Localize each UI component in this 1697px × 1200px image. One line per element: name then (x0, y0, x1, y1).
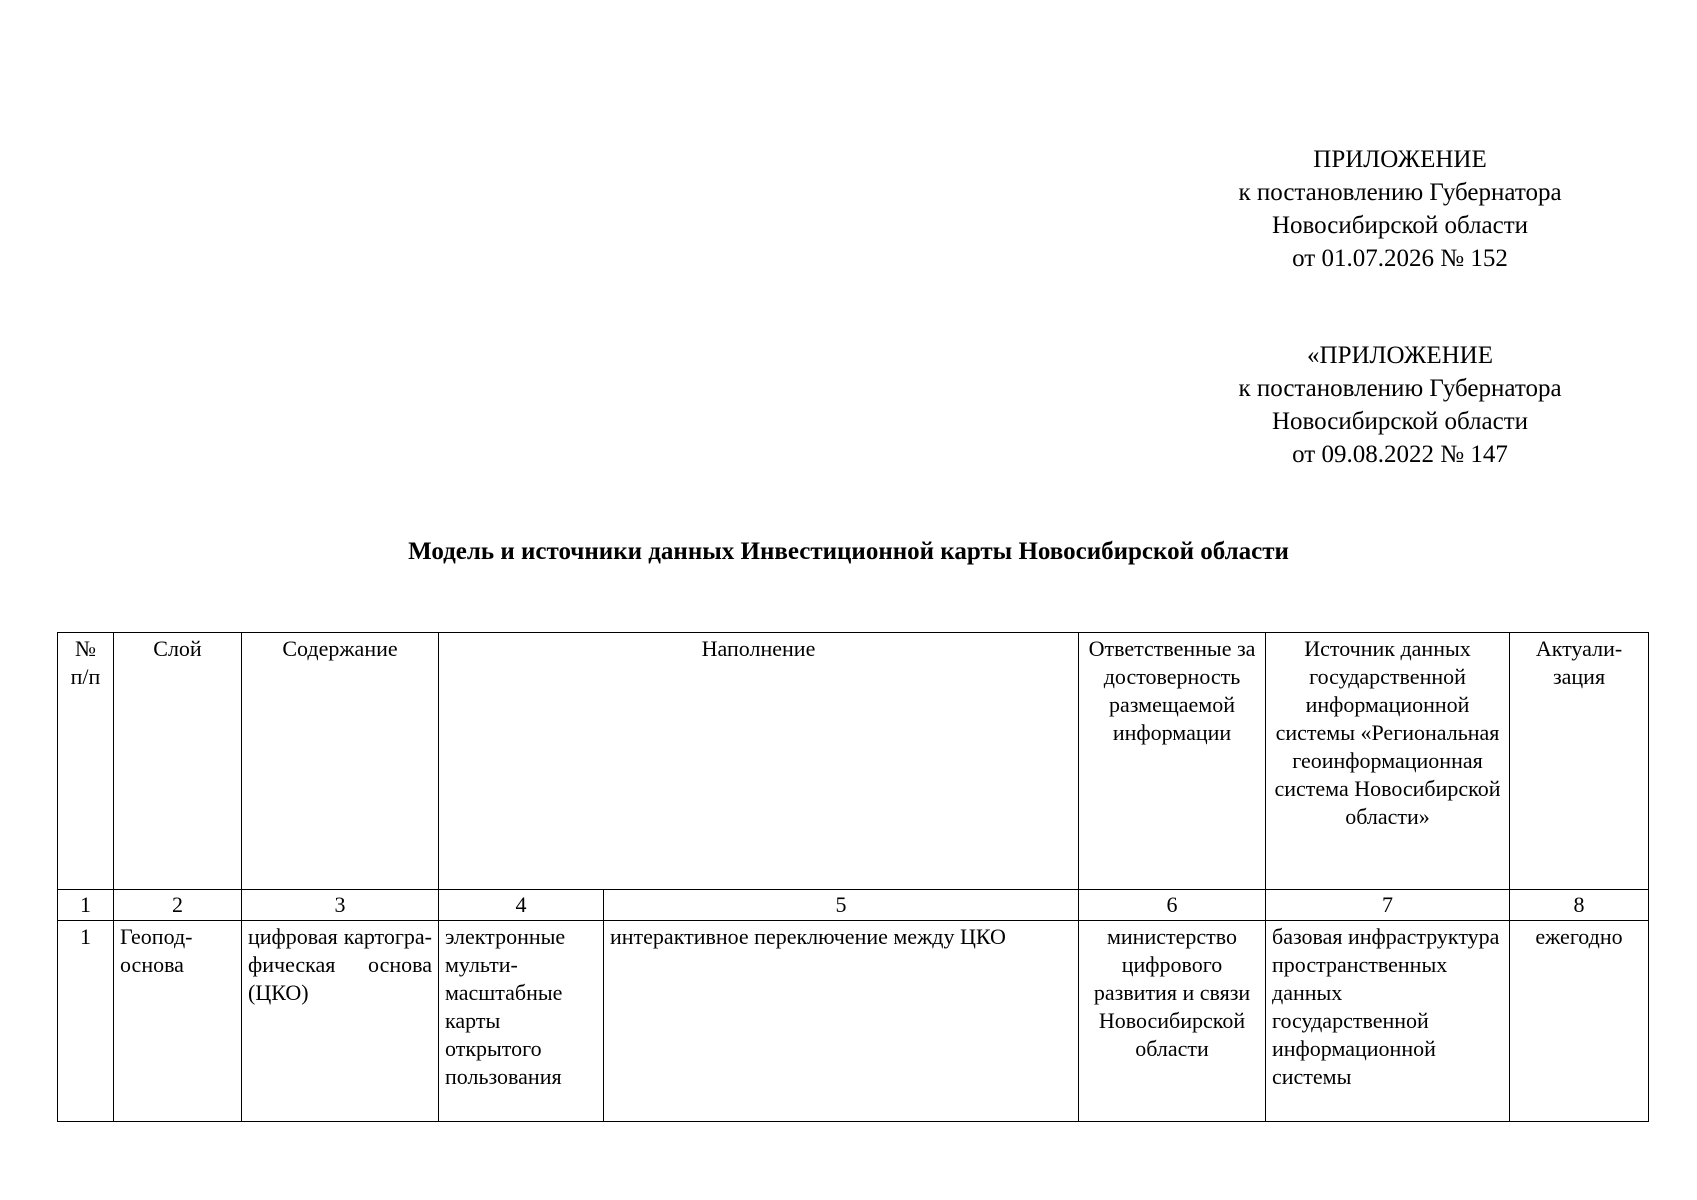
cell-filling-b: интерактивное переключение между ЦКО (604, 921, 1079, 1122)
table-header-row (58, 633, 1649, 890)
data-model-table (57, 632, 1649, 1122)
cell-source: базовая инфраструктура пространственных данных государственной информационной системы (1266, 921, 1510, 1122)
header-update: Актуали-зация (1510, 633, 1649, 890)
column-number: 2 (114, 890, 242, 921)
stamp-line: «ПРИЛОЖЕНИЕ (1307, 342, 1493, 369)
cell-filling-a: электронные мульти-масштабные карты открытого пользования (439, 921, 604, 1122)
table-row (58, 921, 1649, 1122)
approval-stamp-current (1180, 143, 1620, 275)
column-number: 5 (604, 890, 1079, 921)
stamp-line: к постановлению Губернатора (1238, 179, 1562, 206)
header-responsible: Ответственные за достоверность размещаемой информации (1079, 633, 1266, 890)
column-number: 3 (242, 890, 439, 921)
cell-layer: Геопод-основа (114, 921, 242, 1122)
column-number: 8 (1510, 890, 1649, 921)
stamp-line: ПРИЛОЖЕНИЕ (1313, 146, 1487, 173)
column-number: 1 (58, 890, 114, 921)
approval-stamp-previous (1180, 339, 1620, 471)
column-number: 6 (1079, 890, 1266, 921)
stamp-line: к постановлению Губернатора (1238, 375, 1562, 402)
stamp-line: Новосибирской области (1271, 408, 1529, 435)
cell-num: 1 (58, 921, 114, 1122)
document-title: Модель и источники данных Инвестиционной карты Новосибирской области (408, 538, 1289, 565)
cell-responsible: министерство цифрового развития и связи Новосибирской области (1079, 921, 1266, 1122)
cell-content: цифровая картогра-фическая основа (ЦКО) (242, 921, 439, 1122)
header-content: Содержание (242, 633, 439, 890)
header-filling: Наполнение (439, 633, 1079, 890)
stamp-line: Новосибирской области (1271, 212, 1529, 239)
column-number: 7 (1266, 890, 1510, 921)
cell-update: ежегодно (1510, 921, 1649, 1122)
stamp-date-number: от 09.08.2022 № 147 (1292, 441, 1508, 468)
header-num: № п/п (58, 633, 114, 890)
header-layer: Слой (114, 633, 242, 890)
column-number: 4 (439, 890, 604, 921)
column-number-row (58, 890, 1649, 921)
stamp-date-number: от 01.07.2026 № 152 (1292, 245, 1508, 272)
header-source: Источник данных государственной информационной системы «Региональная геоинформационная система Новосибирской области» (1266, 633, 1510, 890)
